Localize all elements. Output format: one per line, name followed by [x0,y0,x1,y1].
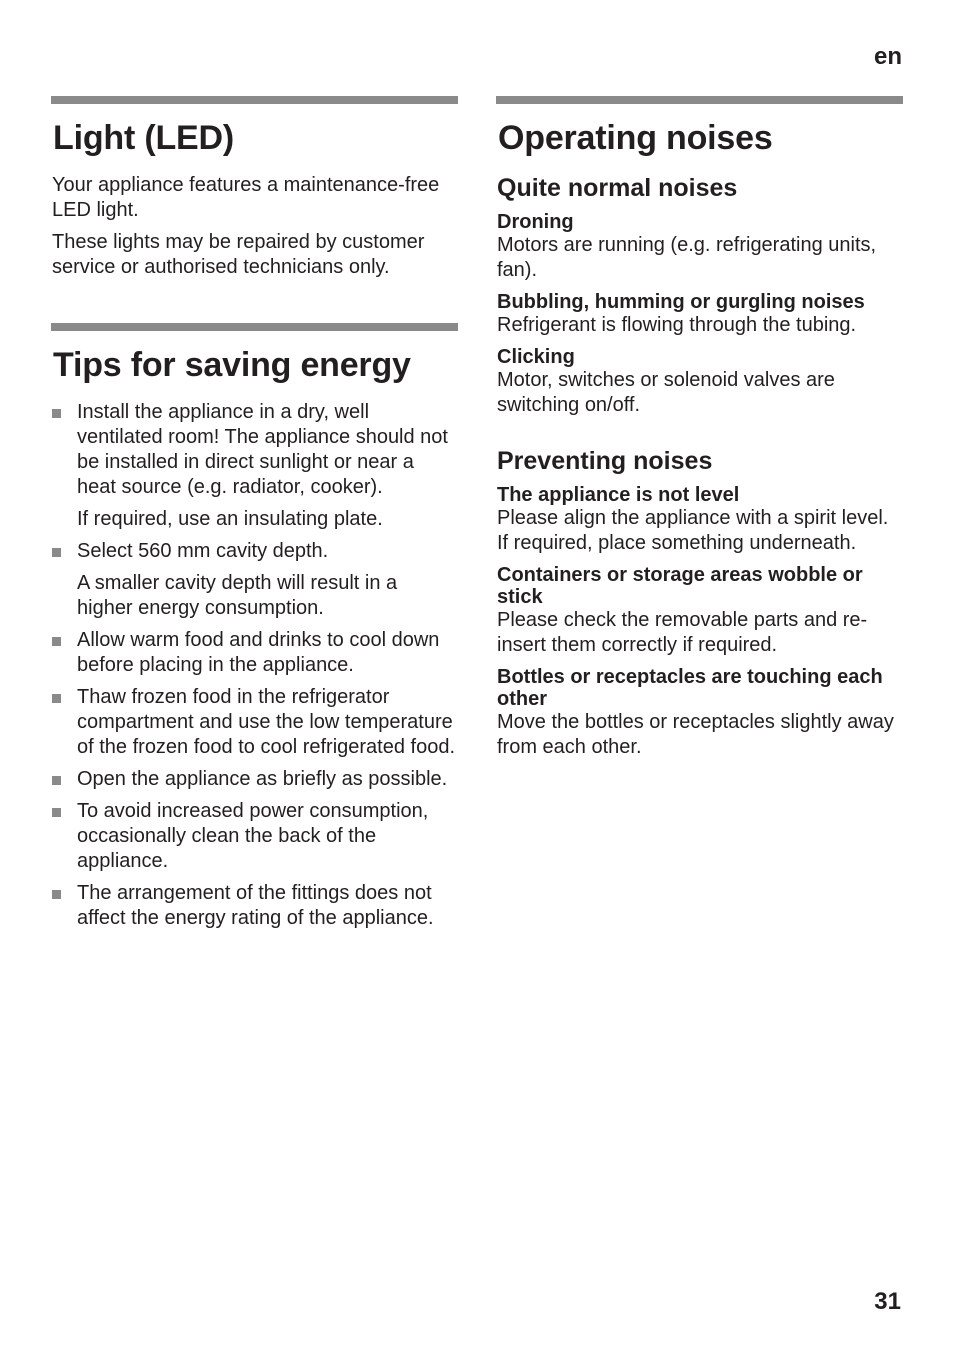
list-item-text: Allow warm food and drinks to cool down before placing in the appliance. [77,629,440,676]
light-section-title: Light (LED) [53,119,234,157]
list-item [51,685,458,760]
list-item [51,881,458,931]
noise-term: The appliance is not level [497,484,740,506]
noise-description: Please check the removable parts and re-insert them correctly if required. [497,609,868,656]
list-item-note: A smaller cavity depth will result in a higher energy consumption. [77,572,398,619]
noise-description: Motors are running (e.g. refrigerating units, fan). [497,234,877,281]
noise-description: Motor, switches or solenoid valves are switching on/off. [497,369,835,416]
left-column [51,96,458,938]
noise-term: Droning [497,211,574,233]
list-item-text: Install the appliance in a dry, well ventilated room! The appliance should not be installed in direct sunlight or near a heat source (e.g. radiator, cooker). [77,401,448,498]
noise-entry [497,211,903,283]
energy-section-title: Tips for saving energy [53,346,411,384]
noise-description: Refrigerant is flowing through the tubing. [497,314,857,336]
noise-entry [497,484,903,556]
noise-entry [497,666,903,760]
list-item-text: Thaw frozen food in the refrigerator compartment and use the low temperature of the frozen food to cool refrigerated food. [77,686,456,758]
page-number: 31 [874,1288,901,1315]
square-bullet-icon [52,694,61,703]
noise-entry [497,346,903,418]
list-item [51,767,458,792]
square-bullet-icon [52,808,61,817]
language-label: en [873,43,902,70]
list-item-text: The arrangement of the fittings does not affect the energy rating of the appliance. [77,882,434,929]
list-item [51,799,458,874]
noise-term: Containers or storage areas wobble or stick [497,564,863,608]
noise-entry [497,564,903,658]
square-bullet-icon [52,409,61,418]
square-bullet-icon [52,637,61,646]
list-item-text: Open the appliance as briefly as possible. [77,768,448,790]
section-divider [51,323,458,331]
energy-tips-list [51,400,458,931]
noise-term: Bubbling, humming or gurgling noises [497,291,865,313]
section-divider [496,96,903,104]
list-item-text: Select 560 mm cavity depth. [77,540,329,562]
section-divider [51,96,458,104]
list-item [51,539,458,621]
noise-term: Clicking [497,346,575,368]
noise-entry [497,291,903,338]
list-item-note: If required, use an insulating plate. [77,508,383,530]
right-column [496,96,903,768]
noises-section-title: Operating noises [498,119,773,157]
normal-noises-heading: Quite normal noises [497,174,738,202]
square-bullet-icon [52,890,61,899]
square-bullet-icon [52,776,61,785]
preventing-noises-heading: Preventing noises [497,447,713,475]
square-bullet-icon [52,548,61,557]
noise-term: Bottles or receptacles are touching each other [497,666,883,710]
light-paragraph: These lights may be repaired by customer service or authorised technicians only. [52,231,425,278]
list-item-text: To avoid increased power consumption, occasionally clean the back of the appliance. [77,800,429,872]
noise-description: Move the bottles or receptacles slightly away from each other. [497,711,894,758]
noise-description: Please align the appliance with a spirit level. If required, place something underneath. [497,507,889,554]
light-paragraph: Your appliance features a maintenance-free LED light. [52,174,440,221]
list-item [51,400,458,532]
list-item [51,628,458,678]
